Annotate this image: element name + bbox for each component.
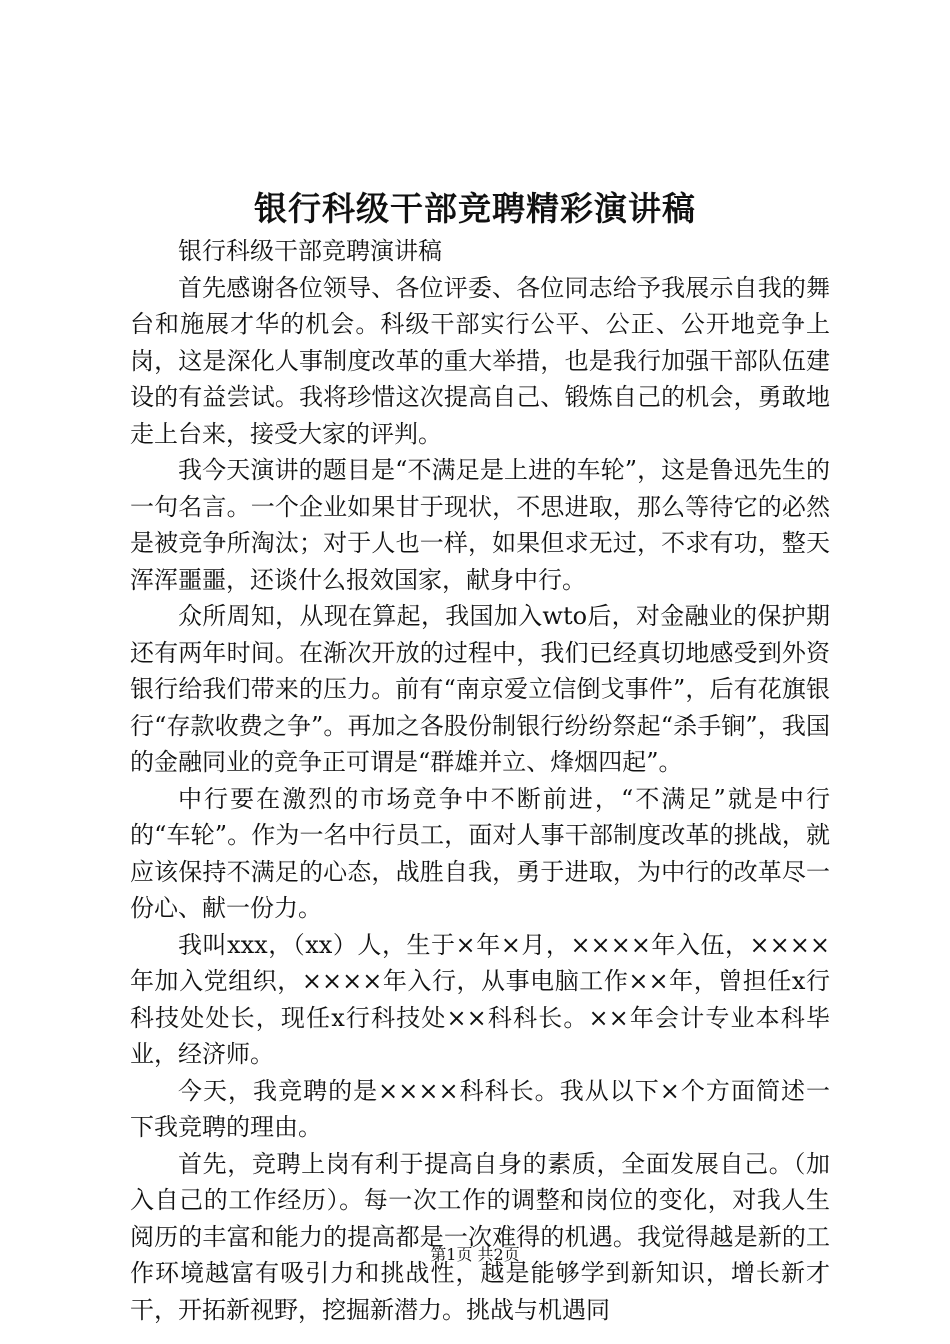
body-paragraph: 今天，我竞聘的是××××科科长。我从以下×个方面简述一下我竞聘的理由。	[130, 1076, 830, 1141]
document-title: 银行科级干部竞聘精彩演讲稿	[254, 189, 696, 228]
body-paragraph: 中行要在激烈的市场竞争中不断前进，“不满足”就是中行的“车轮”。作为一名中行员工，面对人事干部制度改革的挑战，就应该保持不满足的心态，战胜自我，勇于进取，为中行的改革尽一份心、献一份力。	[130, 784, 830, 922]
subtitle-paragraph: 银行科级干部竞聘演讲稿	[178, 237, 442, 265]
document-body	[130, 233, 830, 1328]
page-footer: 第1页 共2页	[430, 1245, 520, 1264]
body-paragraph: 首先，竞聘上岗有利于提高自身的素质，全面发展自己。（加入自己的工作经历）。每一次工作的调整和岗位的变化，对我人生阅历的丰富和能力的提高都是一次难得的机遇。我觉得越是新的工作环境越富有吸引力和挑战性，越是能够学到新知识，增长新才干，开拓新视野，挖掘新潜力。挑战与机遇同	[130, 1149, 830, 1324]
body-paragraph: 我今天演讲的题目是“不满足是上进的车轮”，这是鲁迅先生的一句名言。一个企业如果甘于现状，不思进取，那么等待它的必然是被竞争所淘汰；对于人也一样，如果但求无过，不求有功，整天浑浑噩噩，还谈什么报效国家，献身中行。	[130, 456, 830, 594]
body-paragraph: 我叫xxx，（xx）人，生于×年×月，××××年入伍，××××年加入党组织，××××年入行，从事电脑工作××年，曾担任x行科技处处长，现任x行科技处××科科长。××年会计专业本科毕业，经济师。	[130, 930, 830, 1068]
body-paragraph: 首先感谢各位领导、各位评委、各位同志给予我展示自我的舞台和施展才华的机会。科级干部实行公平、公正、公开地竞争上岗，这是深化人事制度改革的重大举措，也是我行加强干部队伍建设的有益尝试。我将珍惜这次提高自己、锻炼自己的机会，勇敢地走上台来，接受大家的评判。	[130, 273, 830, 448]
body-paragraph: 众所周知，从现在算起，我国加入wto后，对金融业的保护期还有两年时间。在渐次开放的过程中，我们已经真切地感受到外资银行给我们带来的压力。前有“南京爱立信倒戈事件”，后有花旗银行“存款收费之争”。再加之各股份制银行纷纷祭起“杀手锏”，我国的金融同业的竞争正可谓是“群雄并立、烽烟四起”。	[130, 602, 830, 776]
